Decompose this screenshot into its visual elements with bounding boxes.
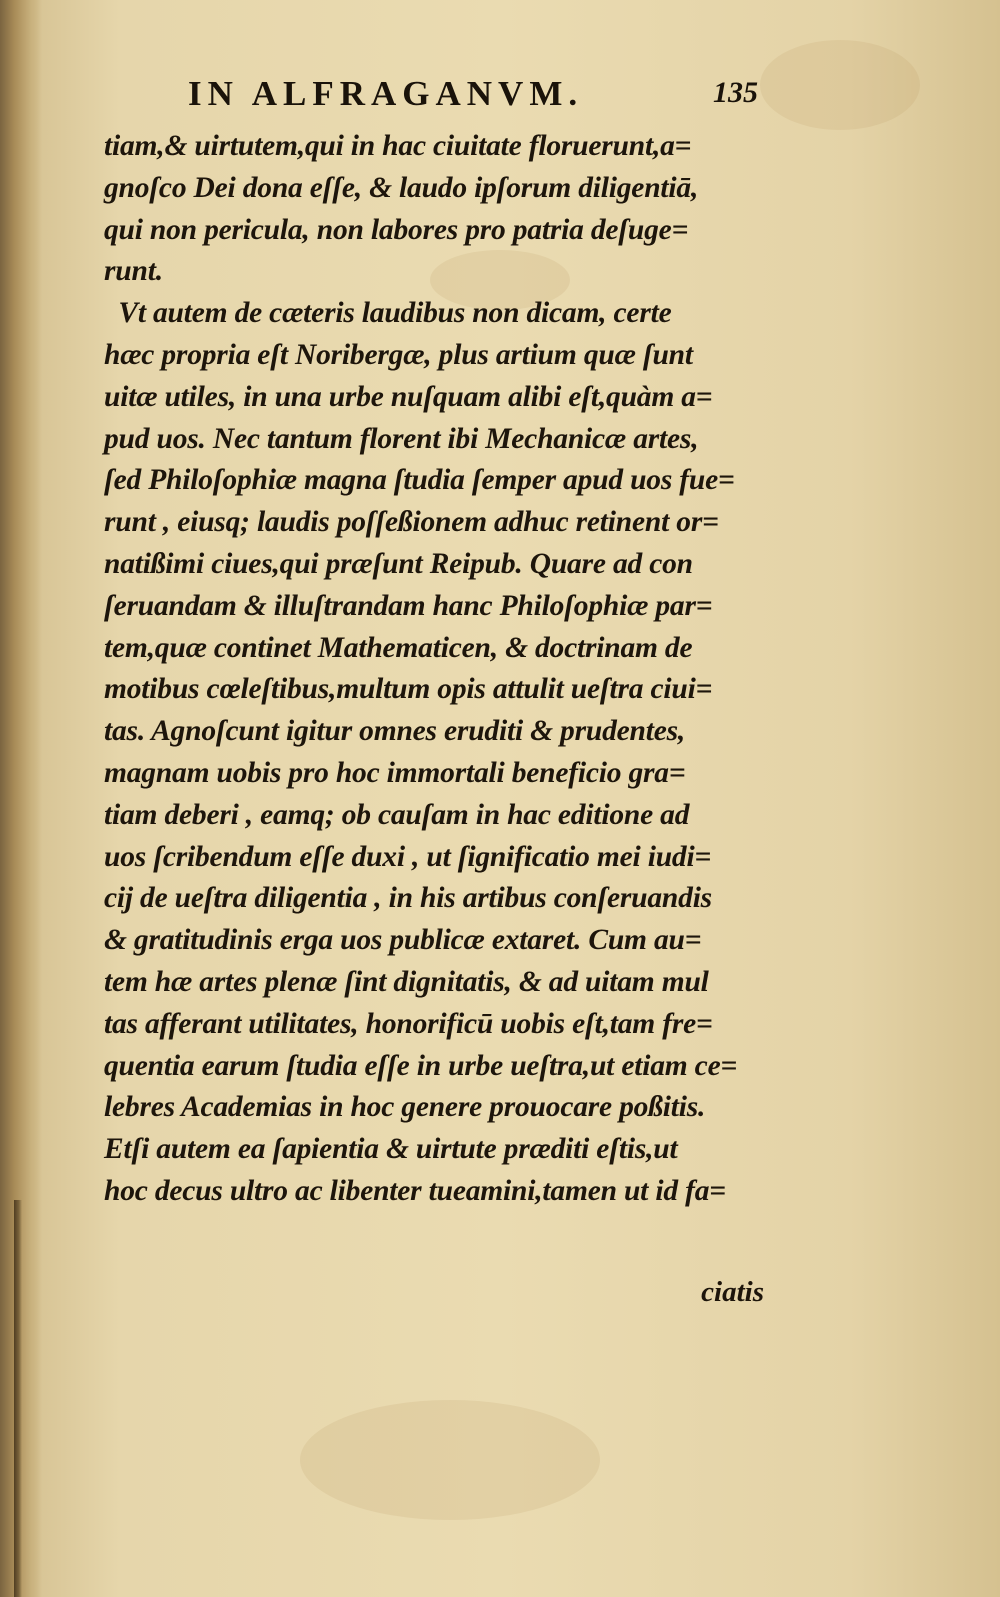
text-line: lebres Academias in hoc genere prouocare poßitis.	[104, 1091, 706, 1124]
text-line: uitæ utiles, in una urbe nuſquam alibi eſt,quàm a=	[104, 380, 713, 413]
body-text	[104, 126, 764, 1213]
text-line: magnam uobis pro hoc immortali beneficio gra=	[104, 756, 686, 789]
text-line: runt , eiusq; laudis poſſeßionem adhuc retinent or=	[104, 506, 719, 539]
text-line: hoc decus ultro ac libenter tueamini,tamen ut id fa=	[104, 1174, 726, 1207]
text-line: qui non pericula, non labores pro patria deſuge=	[104, 213, 689, 246]
running-head: IN ALFRAGANVM.	[188, 74, 584, 113]
text-line: tas afferant utilitates, honorificū uobis eſt,tam fre=	[104, 1007, 713, 1040]
text-line: tem hæ artes plenæ ſint dignitatis, & ad uitam mul	[104, 965, 709, 998]
catchword: ciatis	[701, 1276, 764, 1308]
text-line: quentia earum ſtudia eſſe in urbe ueſtra,ut etiam ce=	[104, 1049, 738, 1082]
text-line: tem,quæ continet Mathematicen, & doctrinam de	[104, 631, 693, 664]
text-line: Vt autem de cæteris laudibus non dicam, certe	[104, 297, 672, 330]
text-line: hæc propria eſt Noribergæ, plus artium quæ ſunt	[104, 338, 693, 371]
text-line: motibus cœleſtibus,multum opis attulit ueſtra ciui=	[104, 673, 713, 706]
text-line: cij de ueſtra diligentia , in his artibus conſeruandis	[104, 882, 712, 915]
text-line: gnoſco Dei dona eſſe, & laudo ipſorum diligentiā,	[104, 171, 699, 204]
text-line: uos ſcribendum eſſe duxi , ut ſignificatio mei iudi=	[104, 840, 712, 873]
paper-stain	[300, 1400, 600, 1520]
text-line: natißimi ciues,qui præſunt Reipub. Quare ad con	[104, 547, 693, 580]
binding-edge	[14, 1200, 22, 1597]
text-line: Etſi autem ea ſapientia & uirtute præditi eſtis,ut	[104, 1133, 678, 1166]
text-line: ſed Philoſophiæ magna ſtudia ſemper apud uos fue=	[104, 464, 735, 497]
text-line: pud uos. Nec tantum florent ibi Mechanicæ artes,	[104, 422, 699, 455]
page-number: 135	[713, 76, 758, 109]
paper-stain	[760, 40, 920, 130]
text-line: tiam deberi , eamq; ob cauſam in hac editione ad	[104, 798, 690, 831]
text-line: tas. Agnoſcunt igitur omnes eruditi & prudentes,	[104, 715, 686, 748]
text-line: ſeruandam & illuſtrandam hanc Philoſophiæ par=	[104, 589, 713, 622]
page-header	[188, 74, 758, 124]
text-line: tiam,& uirtutem,qui in hac ciuitate floruerunt,a=	[104, 130, 692, 162]
text-line: runt.	[104, 255, 163, 288]
text-line: & gratitudinis erga uos publicæ extaret. Cum au=	[104, 924, 702, 957]
